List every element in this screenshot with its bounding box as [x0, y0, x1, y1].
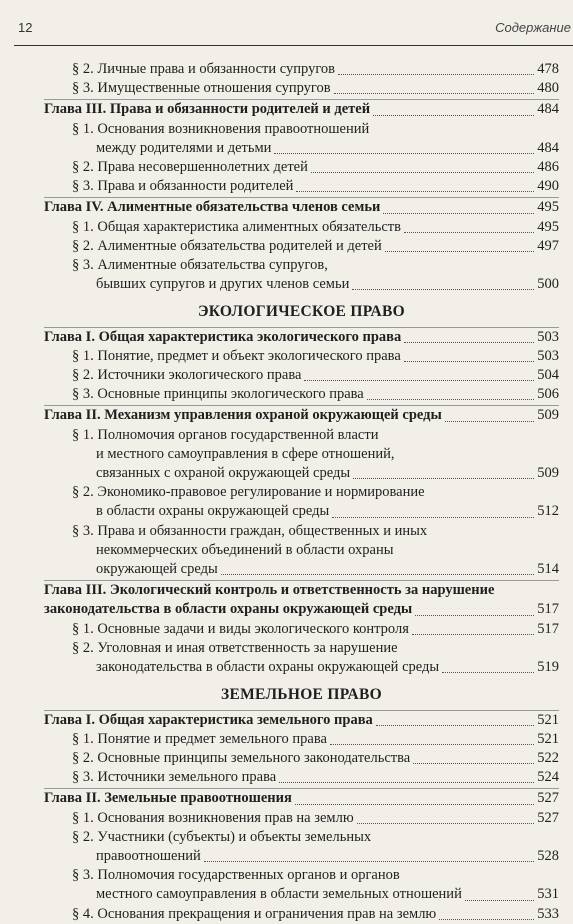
section-title-line: окружающей среды [96, 561, 218, 578]
dot-leader [357, 823, 535, 824]
chapter-title-line: Глава II. Механизм управления охраной окружающей среды [44, 407, 442, 424]
chapter-title-line: Глава II. Земельные правоотношения [44, 790, 292, 807]
section-title-line: § 2. Права несовершеннолетних детей [72, 159, 308, 176]
page-ref: 509 [537, 465, 559, 482]
section-title-line: § 1. Понятие, предмет и объект экологического права [72, 347, 401, 364]
page-ref: 486 [537, 159, 559, 176]
dot-leader [415, 615, 534, 616]
section-title-line: законодательства в области охраны окружающей среды [96, 659, 440, 676]
section-title-line: § 3. Алиментные обязательства супругов, [72, 257, 328, 274]
section-title-line: бывших супругов и других членов семьи [96, 276, 350, 293]
page-ref: 495 [537, 199, 559, 216]
page-ref: 480 [537, 80, 559, 97]
page-ref: 484 [537, 101, 559, 118]
section-title-line: § 2. Уголовная и иная ответственность за нарушение [72, 639, 398, 656]
dot-leader [334, 93, 535, 94]
section-title-line: § 2. Основные принципы земельного законодательства [72, 749, 411, 766]
chapter-title-line: Глава IV. Алиментные обязательства членов семьи [44, 199, 381, 216]
page-ref: 521 [537, 711, 559, 728]
chapter-title-line: Глава III. Права и обязанности родителей и детей [44, 101, 371, 118]
section-title-line: § 1. Основания возникновения правоотношений [72, 120, 370, 137]
dot-leader [295, 804, 534, 805]
page-ref: 524 [537, 769, 559, 786]
dot-leader [204, 861, 535, 862]
page-ref: 503 [537, 328, 559, 345]
toc-section-entry [44, 483, 559, 521]
page-ref: 497 [537, 237, 559, 254]
dot-leader [385, 251, 535, 252]
dot-leader [413, 763, 534, 764]
toc-section-entry [44, 120, 559, 158]
section-title-line: между родителями и детьми [96, 139, 272, 156]
toc-section-entry [44, 177, 559, 196]
section-title-line: в области охраны окружающей среды [96, 503, 330, 520]
page-ref: 527 [537, 809, 559, 826]
toc-section-entry [44, 385, 559, 404]
toc-section-entry [44, 60, 559, 79]
section-title-line: § 2. Личные права и обязанности супругов [72, 61, 336, 77]
section-title-line: § 3. Полномочия государственных органов и органов [72, 867, 400, 884]
page-ref: 503 [537, 347, 559, 364]
part-heading: ЭКОЛОГИЧЕСКОЕ ПРАВО [197, 303, 406, 321]
dot-leader [404, 342, 534, 343]
dot-leader [373, 115, 534, 116]
section-title-line: § 3. Права и обязанности родителей [72, 178, 294, 195]
toc-section-entry [44, 620, 559, 639]
toc-section-entry [44, 218, 559, 237]
section-title-line: местного самоуправления в области земельных отношений [96, 886, 462, 903]
toc-section-entry [44, 866, 559, 904]
chapter-title-line: Глава III. Экологический контроль и ответственность за нарушение [44, 582, 495, 599]
toc-chapter-entry [44, 580, 559, 619]
page-ref: 517 [537, 601, 559, 618]
page-ref: 504 [537, 367, 559, 384]
dot-leader [352, 289, 534, 290]
dot-leader [412, 634, 534, 635]
section-title-line: § 3. Имущественные отношения супругов [72, 80, 331, 97]
toc-chapter-entry [44, 99, 559, 119]
toc-section-entry [44, 158, 559, 177]
dot-leader [376, 725, 534, 726]
page-ref: 521 [537, 730, 559, 747]
toc-section-entry [44, 256, 559, 294]
page-ref: 531 [537, 886, 559, 903]
section-title-line: и местного самоуправления в сфере отношений, [96, 445, 395, 462]
section-title-line: § 2. Участники (субъекты) и объекты земельных [72, 828, 372, 845]
dot-leader [332, 517, 534, 518]
toc-section-entry [44, 237, 559, 256]
page-ref: 527 [537, 790, 559, 807]
dot-leader [338, 74, 534, 75]
dot-leader [311, 172, 534, 173]
page-ref: 514 [537, 561, 559, 578]
toc-section-entry [44, 905, 559, 924]
page-ref: 533 [537, 905, 559, 922]
running-title: Содержание [495, 20, 571, 35]
table-of-contents [44, 60, 559, 924]
toc-section-entry [44, 639, 559, 677]
toc-section-entry [44, 768, 559, 787]
dot-leader [296, 191, 534, 192]
section-title-line: § 3. Права и обязанности граждан, общественных и иных [72, 522, 428, 539]
toc-section-entry [44, 79, 559, 98]
dot-leader [221, 574, 535, 575]
section-title-line: § 3. Источники земельного права [72, 769, 277, 786]
dot-leader [274, 153, 534, 154]
header-rule [14, 45, 573, 46]
toc-section-entry [44, 828, 559, 866]
page-ref: 490 [537, 178, 559, 195]
section-title-line: § 2. Экономико-правовое регулирование и нормирование [72, 484, 425, 501]
toc-chapter-entry [44, 197, 559, 217]
section-title-line: правоотношений [96, 847, 201, 864]
toc-section-entry [44, 522, 559, 580]
chapter-title-line: Глава I. Общая характеристика земельного права [44, 711, 373, 728]
section-title-line: § 1. Полномочия органов государственной власти [72, 426, 379, 443]
toc-section-entry [44, 366, 559, 385]
dot-leader [404, 361, 534, 362]
section-title-line: некоммерческих объединений в области охраны [96, 541, 394, 558]
section-title-line: § 1. Общая характеристика алиментных обязательств [72, 218, 401, 235]
page-ref: 522 [537, 749, 559, 766]
page-ref: 506 [537, 386, 559, 403]
toc-chapter-entry [44, 710, 559, 730]
dot-leader [439, 919, 534, 920]
page-number: 12 [18, 20, 33, 35]
page-ref: 500 [537, 276, 559, 293]
toc-chapter-entry [44, 788, 559, 808]
dot-leader [330, 744, 534, 745]
dot-leader [279, 782, 534, 783]
dot-leader [442, 672, 534, 673]
dot-leader [304, 380, 534, 381]
dot-leader [353, 478, 534, 479]
section-title-line: § 2. Источники экологического права [72, 367, 302, 384]
toc-section-entry [44, 426, 559, 484]
page-ref: 478 [537, 61, 559, 77]
toc-section-entry [44, 809, 559, 828]
toc-chapter-entry [44, 405, 559, 425]
toc-chapter-entry [44, 327, 559, 347]
toc-section-entry [44, 347, 559, 366]
toc-section-entry [44, 749, 559, 768]
chapter-title-line: Глава I. Общая характеристика экологического права [44, 328, 402, 345]
section-title-line: § 3. Основные принципы экологического права [72, 386, 364, 403]
page-ref: 484 [537, 139, 559, 156]
dot-leader [367, 399, 535, 400]
page-ref: 528 [537, 847, 559, 864]
chapter-title-line: законодательства в области охраны окружающей среды [44, 601, 413, 618]
toc-section-entry [44, 730, 559, 749]
page-ref: 509 [537, 407, 559, 424]
section-title-line: § 2. Алиментные обязательства родителей и детей [72, 237, 382, 254]
section-title-line: связанных с охраной окружающей среды [96, 465, 351, 482]
page-ref: 512 [537, 503, 559, 520]
page-ref: 519 [537, 659, 559, 676]
section-title-line: § 1. Основные задачи и виды экологического контроля [72, 620, 409, 637]
dot-leader [445, 421, 534, 422]
part-heading: ЗЕМЕЛЬНОЕ ПРАВО [220, 686, 383, 704]
page-ref: 495 [537, 218, 559, 235]
section-title-line: § 1. Основания возникновения прав на землю [72, 809, 354, 826]
section-title-line: § 1. Понятие и предмет земельного права [72, 730, 327, 747]
section-title-line: § 4. Основания прекращения и ограничения прав на землю [72, 905, 437, 922]
page-ref: 517 [537, 620, 559, 637]
dot-leader [404, 232, 534, 233]
dot-leader [383, 213, 534, 214]
